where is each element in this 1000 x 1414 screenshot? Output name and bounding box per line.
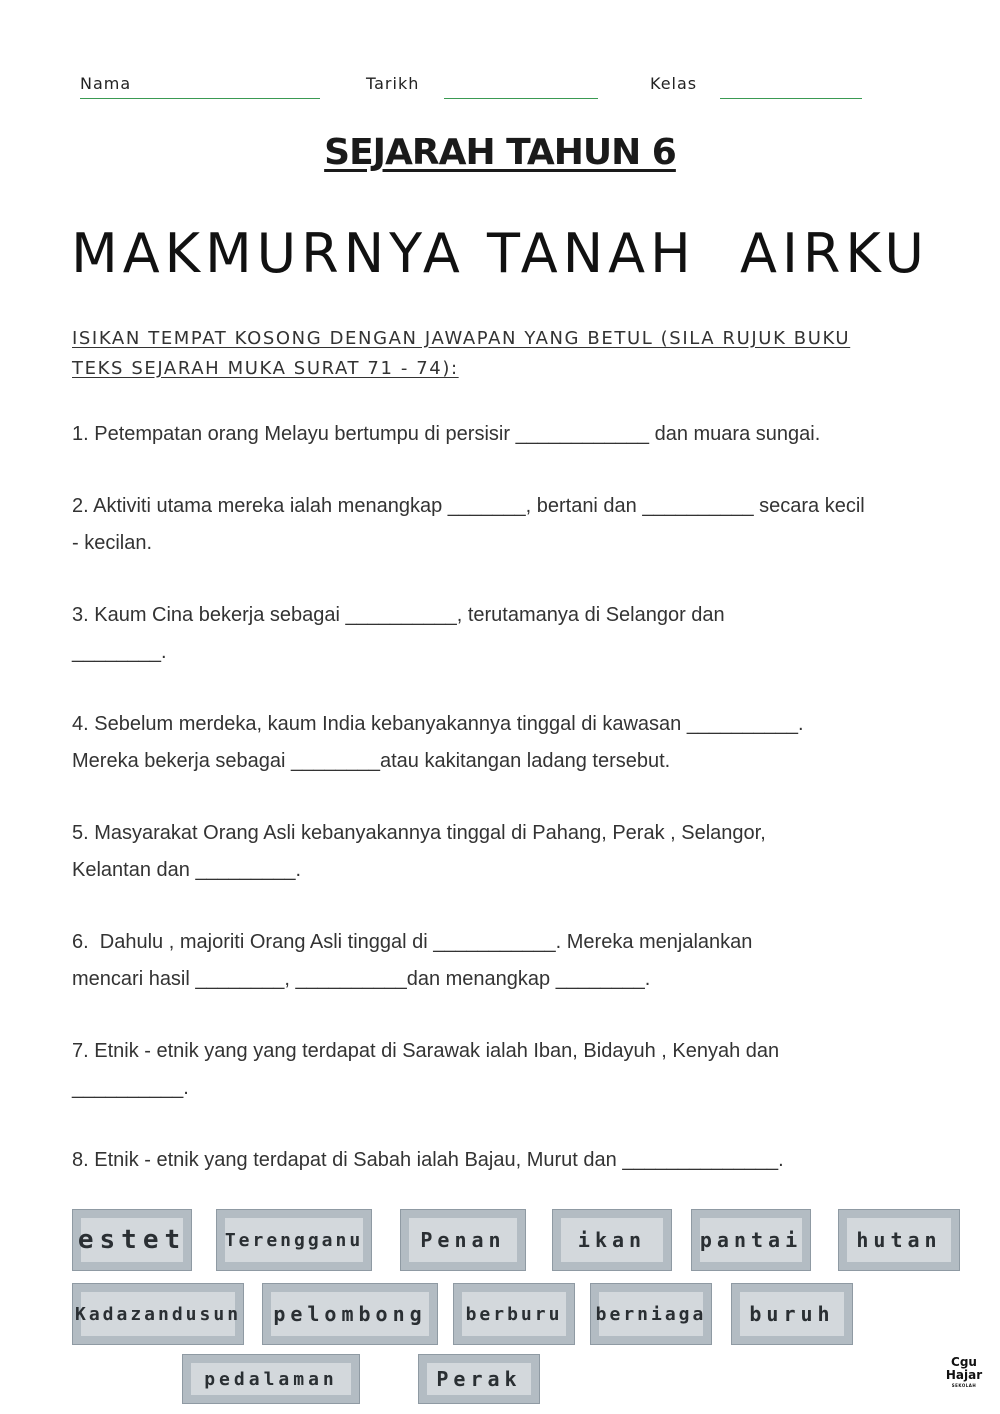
- word-chip-label: pantai: [700, 1218, 802, 1262]
- word-chip-penan[interactable]: [400, 1209, 526, 1271]
- word-chip-label: pedalaman: [191, 1363, 351, 1395]
- word-chip-pantai[interactable]: [691, 1209, 811, 1271]
- class-input-line[interactable]: [720, 98, 862, 99]
- question-2: 2. Aktiviti utama mereka ialah menangkap _______, bertani dan __________ secara kecil - kecilan.: [72, 495, 871, 554]
- date-input-line[interactable]: [444, 98, 598, 99]
- word-chip-label: pelombong: [271, 1292, 429, 1336]
- word-chip-label: Perak: [427, 1363, 531, 1395]
- word-chip-label: hutan: [847, 1218, 951, 1262]
- class-label: Kelas: [650, 74, 698, 93]
- word-chip-kadazandusun[interactable]: [72, 1283, 244, 1345]
- question-5: 5. Masyarakat Orang Asli kebanyakannya tinggal di Pahang, Perak , Selangor, Kelantan dan _________.: [72, 822, 766, 881]
- word-chip-pelombong[interactable]: [262, 1283, 438, 1345]
- question-6: 6. Dahulu , majoriti Orang Asli tinggal di ___________. Mereka menjalankan mencari hasil ________, __________dan menangkap ________.: [72, 931, 753, 990]
- word-chip-label: buruh: [740, 1292, 844, 1336]
- question-4: 4. Sebelum merdeka, kaum India kebanyakannya tinggal di kawasan __________. Mereka bekerja sebagai ________atau kakitangan ladang tersebut.: [72, 713, 804, 772]
- word-chip-buruh[interactable]: [731, 1283, 853, 1345]
- cgu-hajar-logo: [940, 1356, 988, 1390]
- word-chip-berburu[interactable]: [453, 1283, 575, 1345]
- student-info-row: [0, 72, 1000, 102]
- word-chip-label: Kadazandusun: [81, 1292, 235, 1336]
- main-title: MAKMURNYA TANAH AIRKU: [71, 222, 929, 285]
- logo-line-3: SEKOLAH: [951, 1383, 977, 1388]
- word-chip-label: berniaga: [599, 1292, 703, 1336]
- word-chip-label: berburu: [462, 1292, 566, 1336]
- word-chip-perak[interactable]: [418, 1354, 540, 1404]
- name-input-line[interactable]: [80, 98, 320, 99]
- question-1: 1. Petempatan orang Melayu bertumpu di persisir ____________ dan muara sungai.: [72, 423, 821, 445]
- logo-line-1: Cgu: [951, 1355, 977, 1369]
- instruction-text: ISIKAN TEMPAT KOSONG DENGAN JAWAPAN YANG BETUL (SILA RUJUK BUKU TEKS SEJARAH MUKA SURAT 71 - 74):: [72, 328, 851, 379]
- question-8: 8. Etnik - etnik yang terdapat di Sabah ialah Bajau, Murut dan ______________.: [72, 1149, 784, 1171]
- question-7: 7. Etnik - etnik yang yang terdapat di Sarawak ialah Iban, Bidayuh , Kenyah dan __________.: [72, 1040, 780, 1099]
- word-chip-hutan[interactable]: [838, 1209, 960, 1271]
- word-chip-label: Terengganu: [225, 1218, 363, 1262]
- word-chip-label: Penan: [409, 1218, 517, 1262]
- word-chip-label: ikan: [561, 1218, 663, 1262]
- date-label: Tarikh: [366, 74, 420, 93]
- subject-title: SEJARAH TAHUN 6: [324, 132, 676, 173]
- logo-line-2: Hajar: [945, 1368, 983, 1382]
- word-chip-ikan[interactable]: [552, 1209, 672, 1271]
- word-chip-label: estet: [81, 1218, 183, 1262]
- word-chip-terengganu[interactable]: [216, 1209, 372, 1271]
- name-label: Nama: [80, 74, 132, 93]
- word-chip-estet[interactable]: [72, 1209, 192, 1271]
- question-3: 3. Kaum Cina bekerja sebagai __________, terutamanya di Selangor dan ________.: [72, 604, 725, 663]
- word-chip-berniaga[interactable]: [590, 1283, 712, 1345]
- word-chip-pedalaman[interactable]: [182, 1354, 360, 1404]
